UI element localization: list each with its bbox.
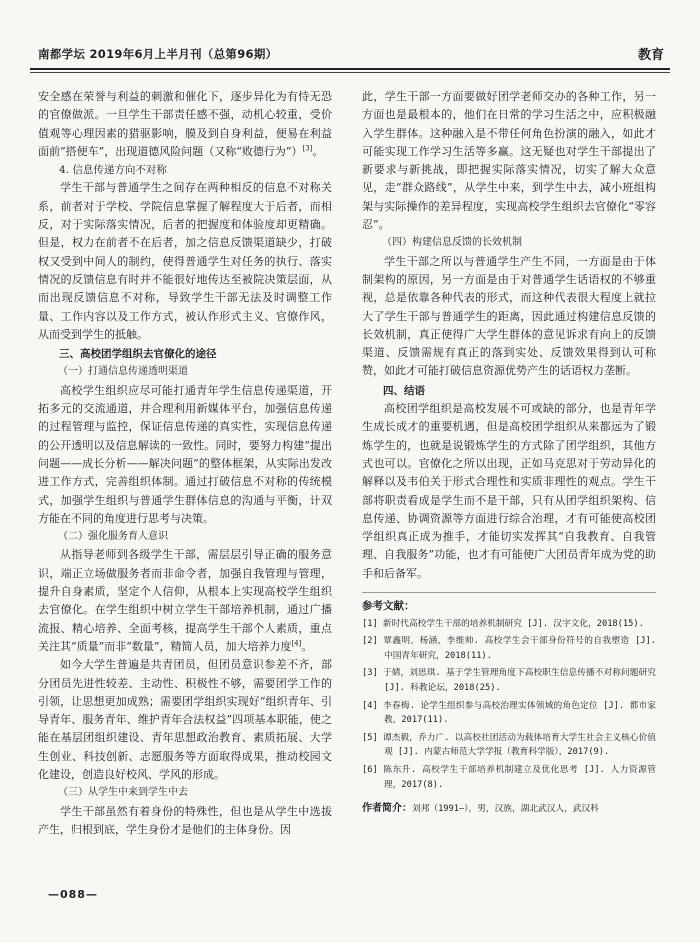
references [362,592,656,792]
page-number: —088— [48,888,98,901]
reference-item: [2] 覃鑫明，杨涵，李维帅. 高校学生会干部身份符号的自我塑造 [J]. 中国青年研究，2018(11). [362,636,656,661]
reference-item: [3] 于婧，刘思琪. 基于学生管理角度下高校职生信息传播不对称问题研究 [J]. 科教论坛，2018(25). [362,668,656,693]
page-header [30,44,670,66]
subsection-title-1: （一）打通信息传递透明渠道 [58,366,188,378]
subsection-title-4: （四）构建信息反馈的长效机制 [382,237,522,249]
right-column [362,88,656,888]
paragraph-from-students: 学生干部虽然有着身份的特殊性，但也是从学生中选拔产生，归根到底，学生身份才是他们的主体身份。因 [38,804,332,836]
header-rule-thin [30,72,670,73]
author-text: 刘邦（1991—），男，汉族，湖北武汉人，武汉科 [412,804,599,815]
reference-item: [4] 李春梅. 论学生组织参与高校治理实体领域的角色定位 [J]. 都市家教，2017(11). [362,700,656,726]
header-rule-thick [30,68,670,70]
references-title: 参考文献： [362,600,415,613]
reference-item: [5] 谭杰毅，乔力广. 以高校社团活动为载体培育大学生社会主义核心价值观 [J]. 内蒙古师范大学学报（教育科学版），2017(9). [362,732,656,758]
paragraph-feedback: 学生干部之所以与普通学生产生不同，一方面是由于体制架构的原因，另一方面是由于对普通学生话语权的不够重视，总是依靠各种代表的形式，而这种代表很大程度上就拉大了学生干部与普通学生的距离，因此通过构建信息反馈的长效机制，真正使得广大学生群体的意见诉求有向上的反馈渠道、反馈需规有真正的落到实处、反馈效果得到认可称赞，如此才可能打破信息资源优势产生的话语权力垄断。 [362,254,656,378]
subheading-4: 4. 信息传递方向不对称 [59,164,167,177]
journal-title: 南都学坛 2019年6月上半月刊（总第96期） [38,47,278,61]
section-heading-3: 三、高校团学组织去官僚化的途径 [59,348,217,361]
subsection-title-2: （二）强化服务育人意识 [58,531,168,543]
paragraph-continued [38,88,332,161]
paragraph-end: 。 [301,639,313,653]
reference-item: [1] 新时代高校学生干部的培养机制研究 [J]. 汉字文化，2018(15). [362,618,644,629]
paragraph-conclusion: 高校团学组织是高校发展不可或缺的部分，也是青年学生成长成才的重要机遇，但是高校团学组织从来都远为了锻炼学生的，也就是说锻炼学生的方式除了团学组织，其他方式也可以。官僚化之所以出现，正如马克思对于劳动异化的解释以及韦伯关于形式合理性和实质非理性的观点。学生干部将职责看成是学生而不是干部，只有从团学组织架构、信息传递、协调资源等方面进行综合治理，才有可能使高校团学组织真正成为推手，才能切实发挥其“自我教育、自我管理、自我服务”功能，也才有可能使广大团员青年成为党的助手和后备军。 [362,402,656,580]
paragraph-service-1 [38,546,332,656]
paragraph-text: 安全感在荣誉与利益的刺激和催化下，逐步异化为有恃无恐的官僚做派。一旦学生干部责任感不强，动机心较重，受价值观等心理因素的猎驱影响，膜及到自身利益，便易在利益面前“搭便车”，出现道德风险问题（又称“败德行为”） [38,90,332,158]
left-column [38,88,332,888]
citation-mark: [3] [302,144,313,153]
reference-item: [6] 陈东升. 高校学生干部培养机制建立及优化思考 [J]. 人力资源管理，2017(8). [362,764,656,790]
paragraph-service-2: 如今大学生普遍是共青团员，但团员意识参差不齐，部分团员先进性较差、主动性、积极性不够，需要团学工作的引领，让思想更加成熟；需要团学组织实现好“组织青年、引导青年、服务青年、维护青年合法权益”四项基本职能，使之能在基层团组织建设、青年思想政治教育、素质拓展、大学生创业、科技创新、志愿服务等方面取得成果，推动校园文化建设，创造良好校风、学风的形成。 [38,658,332,781]
subsection-title-3: （三）从学生中来到学生中去 [58,787,188,799]
paragraph-continued-right: 此，学生干部一方面要做好团学老师交办的各种工作，另一方面也是最根本的，他们在日常的学习生活之中，应积极融入学生群体。这种融入是不带任何角色扮演的融入，如此才可能实现工作学习生活等多赢。这无疑也对学生干部提出了新要求与新挑战，即把握实际落实情况，切实了解大众意见，走“群众路线”，从学生中来，到学生中去，减小班组构架与实际操作的差异程度，实现高校学生组织去官僚化“零容忍”。 [362,90,656,232]
author-bio [362,802,656,817]
citation-mark: [4] [291,639,302,648]
section-heading-conclusion: 四、结语 [383,384,425,397]
paragraph-end: 。 [312,144,324,158]
paragraph-text: 从指导老师到各级学生干部，需层层引导正确的服务意识，端正立场做服务者而非命令者，加强自我管理与管理，提升自身素质，坚定个人信仰，从根本上实现高校学生组织去官僚化。在学生组织中树立学生干部培养机制，通过广播流报、精心培养、全面考核，提高学生干部个人素质，重点关注其“质量”而非“数量”，精简人员，加大培养力度 [38,548,332,653]
section-label: 教育 [637,48,664,63]
author-label: 作者简介： [362,803,412,815]
paragraph-info-channel: 高校学生组织应尽可能打通青年学生信息传递渠道，开拓多元的交流通道，并合理利用新媒体平台，加强信息传递的过程管理与监控，保证信息传递的真实性，实现信息传递的公开透明以及信息解读的一致性。同时，要努力构建“提出问题——成长分析——解决问题”的整体框架，从实际出发改进工作方式，完善组织体制。通过打破信息不对称的传统模式，加强学生组织与普通学生群体信息的沟通与平衡，计双方能在不同的角度进行思考与决策。 [38,383,332,525]
paragraph-asymmetry: 学生干部与普通学生之间存在两种相反的信息不对称关系，前者对于学校、学院信息掌握了解程度大于后者，而相反，对于实际落实情况，后者的把握度和体验度却更精确。但是，权力在前者不在后者，加之信息反馈渠道缺少，打破权又受到中间人的制约，使得普通学生对任务的执行、落实情况的反馈信息有时并不能很好地传达至被院决策层面，从而出现反馈信息不对称，导致学生干部无法及时调整工作量、工作内容以及工作方式，被认作形式主义、官僚作风，从而受到学生的抵触。 [38,181,332,341]
